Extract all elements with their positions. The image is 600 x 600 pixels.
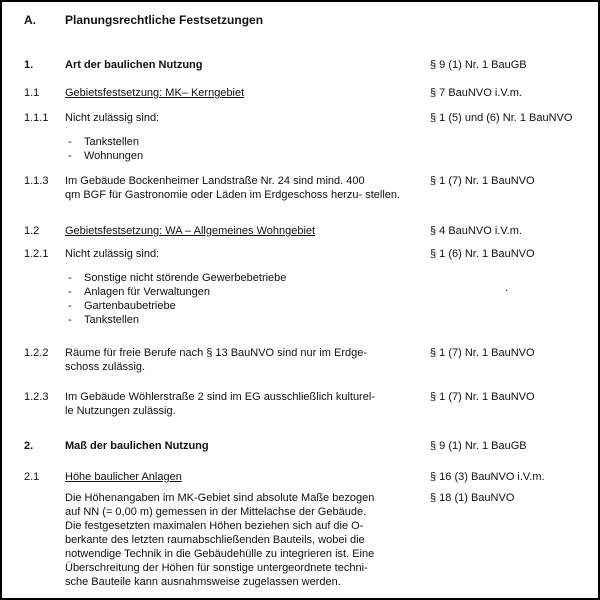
legal-reference: § 1 (7) Nr. 1 BauNVO — [430, 175, 535, 187]
section-heading: Art der baulichen Nutzung — [65, 59, 203, 71]
section-row-1-1-3 — [2, 174, 598, 202]
legal-reference: § 7 BauNVO i.V.m. — [430, 87, 522, 99]
dash-marker: - — [68, 300, 72, 312]
section-text-line: qm BGF für Gastronomie oder Läden im Erdgeschoss herzu- — [65, 189, 363, 201]
section-number: 1.1.3 — [24, 175, 49, 187]
section-number: 1.2 — [24, 225, 40, 237]
section-title-row — [2, 13, 598, 28]
section-row-1-1 — [2, 86, 598, 101]
legal-reference: § 9 (1) Nr. 1 BauGB — [430, 440, 527, 452]
legal-reference: § 16 (3) BauNVO i.V.m. — [430, 471, 545, 483]
section-heading: Höhe baulicher Anlagen — [65, 471, 182, 483]
section-number: A. — [24, 13, 36, 27]
section-number: 1.2.1 — [24, 248, 49, 260]
paragraph-line: Die festgesetzten maximalen Höhen beziehen sich auf die O- — [65, 520, 364, 532]
legal-reference: § 4 BauNVO i.V.m. — [430, 225, 522, 237]
section-text-line: le Nutzungen zulässig. — [65, 405, 176, 417]
list-item-text: Tankstellen — [84, 136, 140, 148]
legal-reference: § 1 (7) Nr. 1 BauNVO — [430, 347, 535, 359]
section-text-line: stellen. — [365, 189, 401, 201]
list-item-text: Tankstellen — [84, 314, 140, 326]
section-row-2 — [2, 439, 598, 454]
list-item-text: Sonstige nicht störende Gewerbebetriebe — [84, 272, 287, 284]
section-row-1-2 — [2, 224, 598, 239]
section-number: 1.1 — [24, 87, 40, 99]
section-number: 1.2.3 — [24, 391, 49, 403]
list-item-text: Gartenbaubetriebe — [84, 300, 176, 312]
section-text-line: Im Gebäude Bockenheimer Landstraße Nr. 24 sind mind. 400 — [65, 175, 365, 187]
dash-list-2 — [2, 271, 598, 327]
dash-marker: - — [68, 314, 72, 326]
legal-reference: § 1 (6) Nr. 1 BauNVO — [430, 248, 535, 260]
section-heading: Maß der baulichen Nutzung — [65, 440, 209, 452]
paragraph-line: auf NN (= 0,00 m) gemessen in der Mittelachse der Gebäude. — [65, 506, 367, 518]
list-item — [65, 313, 430, 327]
dash-marker: - — [68, 272, 72, 284]
list-item — [65, 135, 430, 149]
list-item-text: Anlagen für Verwaltungen — [84, 286, 210, 298]
paragraph-line: Die Höhenangaben im MK-Gebiet sind absolute Maße bezogen — [65, 492, 375, 504]
section-text-line: Räume für freie Berufe nach § 13 BauNVO sind nur im Erdge- — [65, 347, 368, 359]
section-number: 1. — [24, 59, 34, 71]
section-row-2-1 — [2, 470, 598, 485]
section-row-1 — [2, 58, 598, 73]
list-item — [65, 149, 430, 163]
list-item — [65, 285, 430, 299]
paragraph-line: notwendige Technik in die Gebäudehülle zu integrieren ist. Eine — [65, 548, 375, 560]
dash-marker: - — [68, 286, 72, 298]
section-row-1-2-2 — [2, 346, 598, 374]
section-text: Nicht zulässig sind: — [65, 248, 160, 260]
section-number: 1.1.1 — [24, 112, 49, 124]
dash-marker: - — [68, 150, 72, 162]
dash-list-1 — [2, 135, 598, 163]
page-title: Planungsrechtliche Festsetzungen — [65, 13, 264, 27]
section-text-line: schoss zulässig. — [65, 361, 146, 373]
legal-reference: § 9 (1) Nr. 1 BauGB — [430, 59, 527, 71]
legal-reference: § 1 (5) und (6) Nr. 1 BauNVO — [430, 112, 573, 124]
section-number: 2.1 — [24, 471, 40, 483]
section-text-line: Im Gebäude Wöhlerstraße 2 sind im EG ausschließlich kulturel- — [65, 391, 375, 403]
section-paragraph-2-1 — [2, 491, 598, 589]
section-number: 1.2.2 — [24, 347, 49, 359]
section-row-1-2-1 — [2, 247, 598, 261]
section-text: Nicht zulässig sind: — [65, 112, 160, 124]
section-number: 2. — [24, 440, 34, 452]
paragraph-line: Überschreitung der Höhen für sonstige untergeordnete techni- — [65, 562, 368, 574]
paragraph-line: berkante des letzten raumabschließenden Bauteils, wobei die — [65, 534, 365, 546]
section-row-1-2-3 — [2, 390, 598, 418]
scan-artifact-dot: . — [505, 282, 509, 294]
list-item-text: Wohnungen — [84, 150, 144, 162]
legal-reference: § 1 (7) Nr. 1 BauNVO — [430, 391, 535, 403]
section-heading: Gebietsfestsetzung: MK– Kerngebiet — [65, 87, 245, 99]
legal-reference: § 18 (1) BauNVO — [430, 492, 515, 504]
section-row-1-1-1 — [2, 111, 598, 125]
list-item — [65, 299, 430, 313]
section-heading: Gebietsfestsetzung: WA – Allgemeines Wohngebiet — [65, 225, 316, 237]
paragraph-line: sche Bauteile kann ausnahmsweise zugelassen werden. — [65, 576, 341, 588]
dash-marker: - — [68, 136, 72, 148]
list-item — [65, 271, 430, 285]
